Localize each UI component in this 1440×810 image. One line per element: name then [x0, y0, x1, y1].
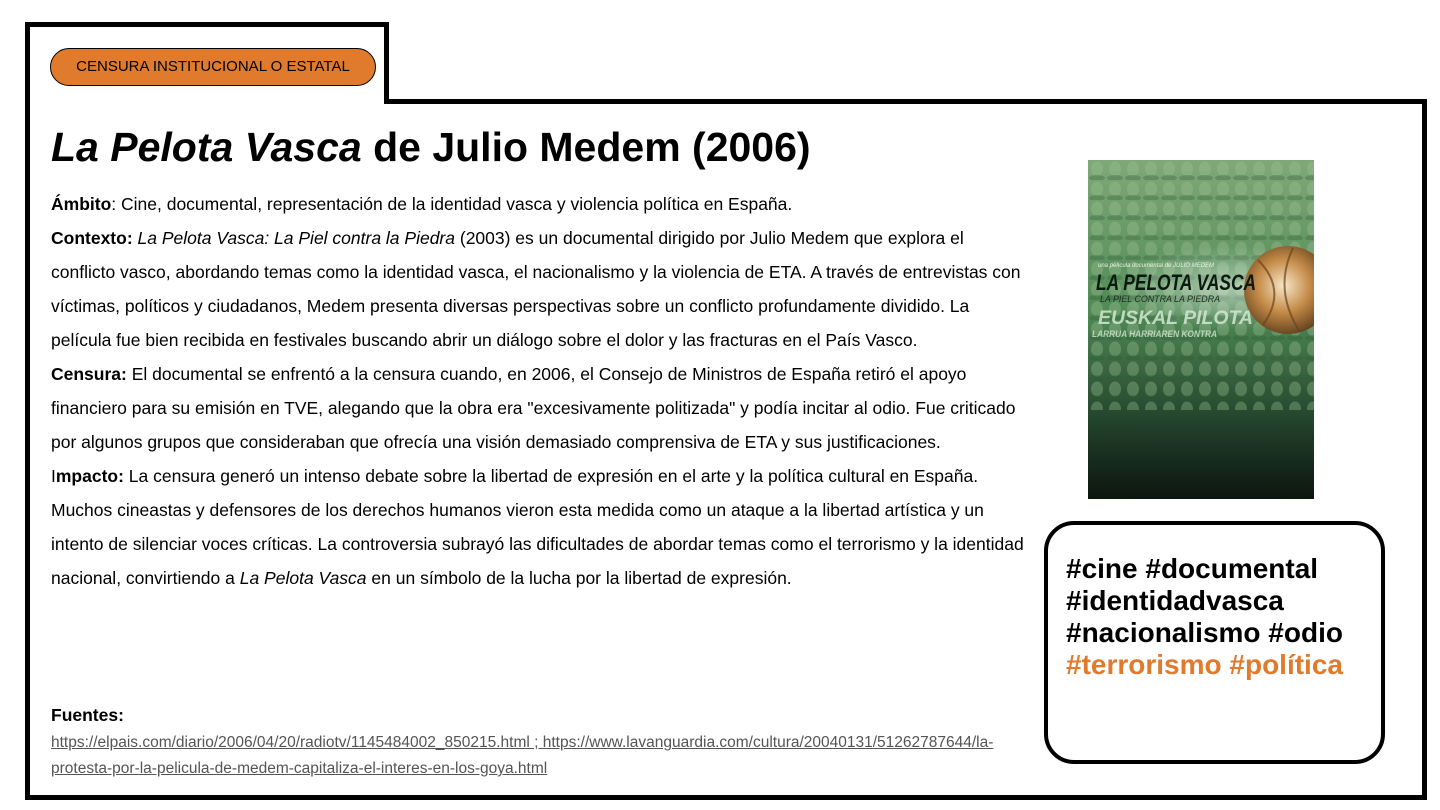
page-title — [51, 122, 811, 172]
hashtags — [1066, 553, 1376, 681]
contexto-paragraph — [51, 221, 1026, 357]
hashtags-orange: #terrorismo #política — [1066, 649, 1343, 680]
hashtags-box — [1044, 521, 1385, 764]
ambito-label: Ámbito — [51, 194, 112, 214]
ambito-paragraph — [51, 187, 1026, 221]
category-tab — [25, 22, 389, 104]
poster-subtitle: LA PIEL CONTRA LA PIEDRA — [1100, 294, 1220, 304]
poster-basque-subtitle: LARRUA HARRIAREN KONTRA — [1092, 329, 1217, 339]
title-italic: La Pelota Vasca — [51, 124, 362, 170]
poster-basque-title: EUSKAL PILOTA — [1098, 308, 1253, 329]
title-rest: de Julio Medem (2006) — [361, 124, 811, 170]
poster-title: LA PELOTA VASCA — [1096, 270, 1256, 295]
contexto-text: (2003) es un documental dirigido por Julio Medem que explora el conflicto vasco, abordando temas como la identidad vasca, el nacionalismo y la violencia de ETA. A través de entrevistas con víctimas, políticos y ciudadanos, Medem presenta diversas perspectivas sobre un conflicto profundamente dividido. La película fue bien recibida en festivales buscando abrir un diálogo sobre el dolor y las fracturas en el País Vasco. — [51, 228, 1021, 350]
impacto-text-b: en un símbolo de la lucha por la libertad de expresión. — [366, 568, 792, 588]
hashtags-black: #cine #documental #identidadvasca #nacionalismo #odio — [1066, 553, 1343, 648]
impacto-label: mpacto: — [55, 466, 124, 486]
impacto-film-title: La Pelota Vasca — [239, 568, 367, 588]
ambito-text: : Cine, documental, representación de la identidad vasca y violencia política en España. — [111, 194, 793, 214]
impacto-text-a: La censura generó un intenso debate sobre la libertad de expresión en el arte y la política cultural en España. Muchos cineastas y defensores de los derechos humanos vieron esta medida como un ataque a la libertad artística y un intento de silenciar voces críticas. La controversia subrayó las dificultades de abordar temas como el terrorismo y la identidad nacional, convirtiendo a — [51, 466, 1024, 588]
article-body — [51, 187, 1026, 595]
contexto-film-title: La Pelota Vasca: La Piel contra la Piedra — [137, 228, 455, 248]
film-poster — [1088, 160, 1314, 499]
poster-top-line: una película documental de JULIO MEDEM — [1098, 263, 1215, 269]
sources-label: Fuentes: — [51, 705, 124, 725]
censura-paragraph — [51, 357, 1026, 459]
sources-links[interactable]: https://elpais.com/diario/2006/04/20/radiotv/1145484002_850215.html ; https://www.lavanguardia.com/cultura/20040131/51262787644/la-protesta-por-la-pelicula-de-medem-capitaliza-el-interes-en-los-goya.html — [51, 734, 994, 777]
impacto-paragraph — [51, 459, 1026, 595]
impacto-label-initial: I — [51, 466, 56, 486]
contexto-label: Contexto: — [51, 228, 133, 248]
censura-label: Censura: — [51, 364, 127, 384]
category-badge: CENSURA INSTITUCIONAL O ESTATAL — [50, 48, 376, 86]
censura-text: El documental se enfrentó a la censura cuando, en 2006, el Consejo de Ministros de España retiró el apoyo financiero para su emisión en TVE, alegando que la obra era "excesivamente politizada" y podía incitar al odio. Fue criticado por algunos grupos que consideraban que ofrecía una visión demasiado comprensiva de ETA y sus justificaciones. — [51, 364, 1016, 452]
